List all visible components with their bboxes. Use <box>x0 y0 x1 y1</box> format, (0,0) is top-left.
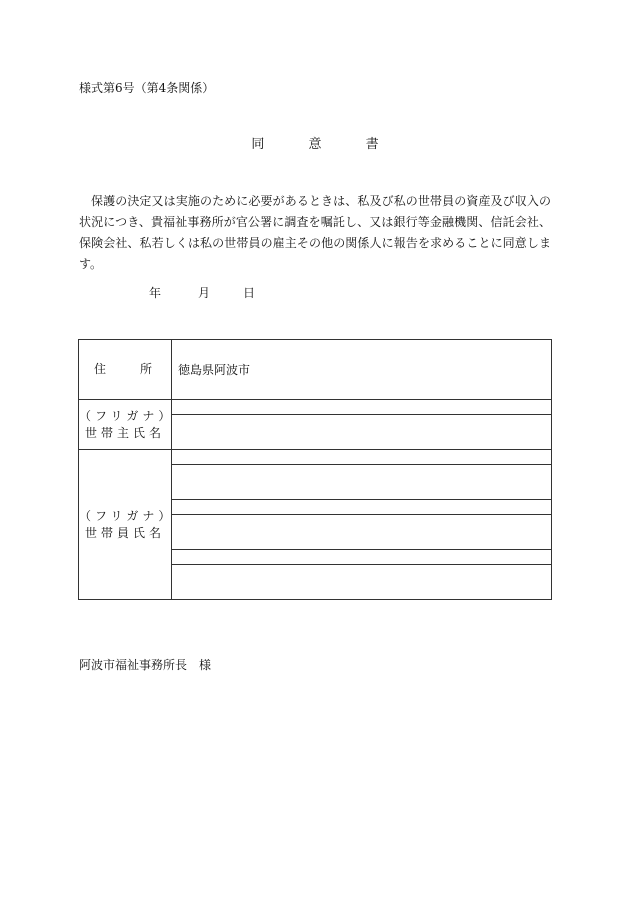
date-day-label: 日 <box>243 286 256 300</box>
title-char-3: 書 <box>365 137 379 152</box>
head-kana-label: （フリガナ） <box>79 408 175 423</box>
member-name-label: 世帯員氏名 <box>84 525 165 540</box>
title-char-2: 意 <box>308 137 322 152</box>
date-month-label: 月 <box>198 286 211 300</box>
form-number: 様式第6号（第4条関係） <box>79 81 215 95</box>
household-member-label <box>79 450 175 600</box>
address-label-part-1: 住 <box>93 362 110 376</box>
document-title <box>0 136 630 154</box>
address-label <box>79 340 172 400</box>
member-3-kana-field[interactable] <box>172 550 552 565</box>
head-of-household-label <box>79 400 175 450</box>
title-char-1: 同 <box>251 137 265 152</box>
member-1-kana-row <box>79 450 552 465</box>
applicant-info-table <box>78 339 552 600</box>
member-1-kana-field[interactable] <box>172 450 552 465</box>
address-row <box>79 340 552 400</box>
member-1-name-field[interactable] <box>172 465 552 500</box>
member-kana-label: （フリガナ） <box>79 508 175 523</box>
member-3-name-field[interactable] <box>172 565 552 600</box>
address-field[interactable]: 徳島県阿波市 <box>172 340 552 400</box>
member-2-name-field[interactable] <box>172 515 552 550</box>
address-label-part-2: 所 <box>140 362 157 376</box>
date-year-label: 年 <box>149 286 162 300</box>
addressee: 阿波市福祉事務所長 様 <box>79 658 212 672</box>
head-of-household-name-field[interactable] <box>172 415 552 450</box>
member-2-kana-field[interactable] <box>172 500 552 515</box>
head-name-label: 世帯主氏名 <box>84 425 165 440</box>
head-of-household-kana-row <box>79 400 552 415</box>
consent-statement: 保護の決定又は実施のために必要があるときは、私及び私の世帯員の資産及び収入の状況につき、貴福祉事務所が官公署に調査を嘱託し、又は銀行等金融機関、信託会社、保険会社、私若しくは私の世帯員の雇主その他の関係人に報告を求めることに同意します。 <box>79 194 551 271</box>
head-of-household-kana-field[interactable] <box>172 400 552 415</box>
